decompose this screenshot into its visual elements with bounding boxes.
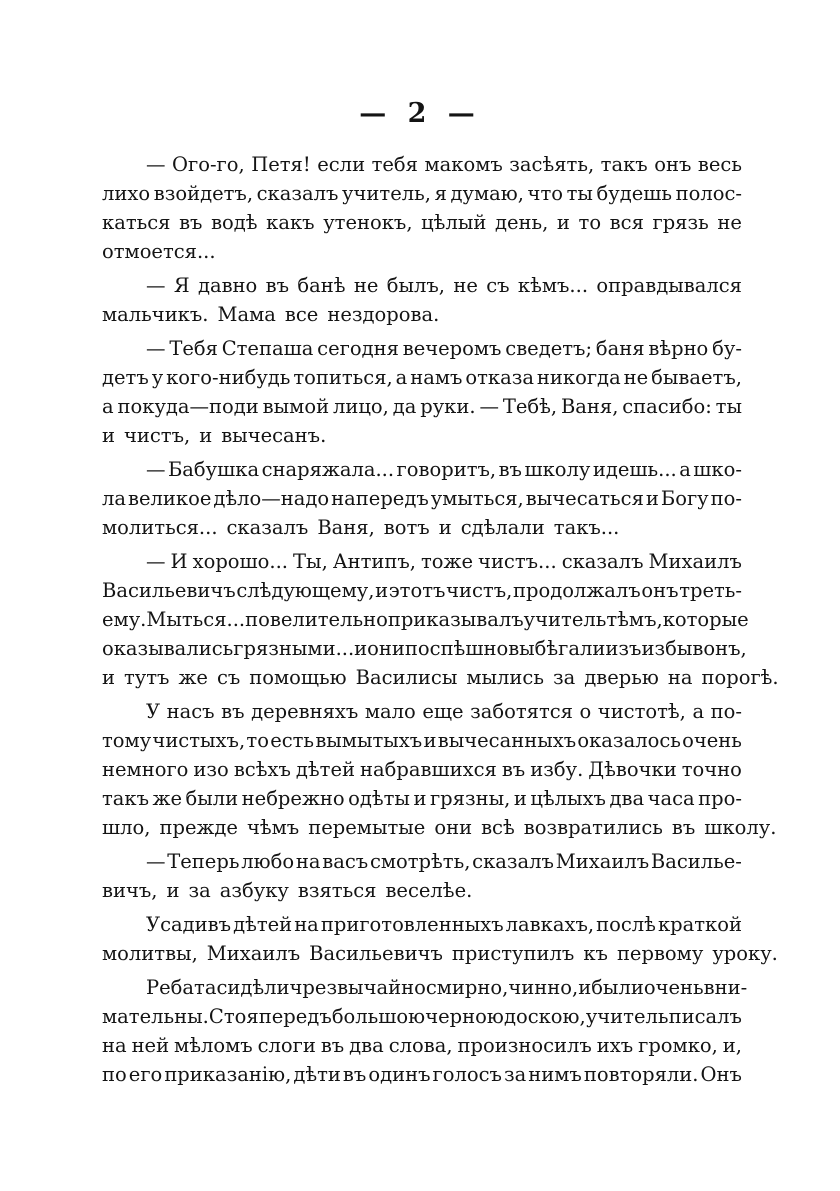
paragraph xyxy=(102,697,777,842)
text-line: У насъ въ деревняхъ мало еще заботятся о чистотѣ, а по- xyxy=(146,700,742,723)
text-line: мательны. Стоя передъ большою черною доскою, учитель писалъ xyxy=(102,1005,742,1028)
text-line: и тутъ же съ помощью Василисы мылись за дверью на порогѣ. xyxy=(102,666,779,689)
text-line: Васильевичъ слѣдующему, и этотъ чистъ, продолжалъ онъ треть- xyxy=(102,579,742,602)
page-number: — 2 — xyxy=(359,98,481,129)
text-line: — Тебя Степаша сегодня вечеромъ сведетъ; баня вѣрно бу- xyxy=(146,337,742,360)
text-line: тому чистыхъ, то есть вымытыхъ и вычесанныхъ оказалось очень xyxy=(102,729,742,752)
text-line: мальчикъ. Мама все нездорова. xyxy=(102,303,440,326)
text-line: ла великое дѣло—надо напередъ умыться, вычесаться и Богу по- xyxy=(102,487,742,510)
text-line: отмоется... xyxy=(102,240,216,263)
paragraph xyxy=(102,271,742,329)
text-line: каться въ водѣ какъ утенокъ, цѣлый день, и то вся грязь не xyxy=(102,211,742,234)
text-line: — И хорошо... Ты, Антипъ, тоже чистъ... сказалъ Михаилъ xyxy=(146,550,742,573)
text-line: лихо взойдетъ, сказалъ учитель, я думаю, что ты будешь полос- xyxy=(102,182,742,205)
paragraph xyxy=(102,847,742,905)
text-line: на ней мѣломъ слоги въ два слова, произносилъ ихъ громко, и, xyxy=(102,1034,742,1057)
text-line: ему. Мыться... повелительно приказывалъ учитель тѣмъ, которые xyxy=(102,608,749,631)
text-line: оказывались грязными... и они поспѣшно выбѣгали изъ избы вонъ, xyxy=(102,637,747,660)
text-line: Усадивъ дѣтей на приготовленныхъ лавкахъ, послѣ краткой xyxy=(146,913,742,936)
text-line: детъ у кого-нибудь топиться, а намъ отказа никогда не бываетъ, xyxy=(102,366,742,389)
paragraph xyxy=(102,334,742,450)
text-line: Ребата сидѣли чрезвычайно смирно, чинно, и были очень вни- xyxy=(146,976,748,999)
text-line: немного изо всѣхъ дѣтей набравшихся въ избу. Дѣвочки точно xyxy=(102,758,742,781)
text-line: вичъ, и за азбуку взяться веселѣе. xyxy=(102,879,473,902)
text-line: а покуда—поди вымой лицо, да руки. — Тебѣ, Ваня, спасибо: ты xyxy=(102,395,742,418)
text-line: молитвы, Михаилъ Васильевичъ приступилъ къ первому уроку. xyxy=(102,942,778,965)
paragraph xyxy=(102,150,742,266)
text-line: молиться... сказалъ Ваня, вотъ и сдѣлали такъ... xyxy=(102,516,620,539)
text-line: по его приказанію, дѣти въ одинъ голосъ за нимъ повторяли. Онъ xyxy=(102,1063,742,1086)
text-line: такъ же были небрежно одѣты и грязны, и цѣлыхъ два часа про- xyxy=(102,787,742,810)
paragraph xyxy=(102,547,779,692)
paragraph xyxy=(102,973,748,1089)
body-text xyxy=(102,150,779,1094)
text-line: — Я давно въ банѣ не былъ, не съ кѣмъ... оправдывался xyxy=(146,274,742,297)
text-line: шло, прежде чѣмъ перемытые они всѣ возвратились въ школу. xyxy=(102,816,777,839)
text-line: и чистъ, и вычесанъ. xyxy=(102,424,327,447)
text-line: — Ого-го, Петя! если тебя макомъ засѣять, такъ онъ весь xyxy=(146,153,742,176)
text-line: — Бабушка снаряжала... говоритъ, въ школу идешь... а шко- xyxy=(146,458,742,481)
text-line: — Теперь любо на васъ смотрѣть, сказалъ Михаилъ Василье- xyxy=(146,850,742,873)
paragraph xyxy=(102,455,742,542)
paragraph xyxy=(102,910,778,968)
